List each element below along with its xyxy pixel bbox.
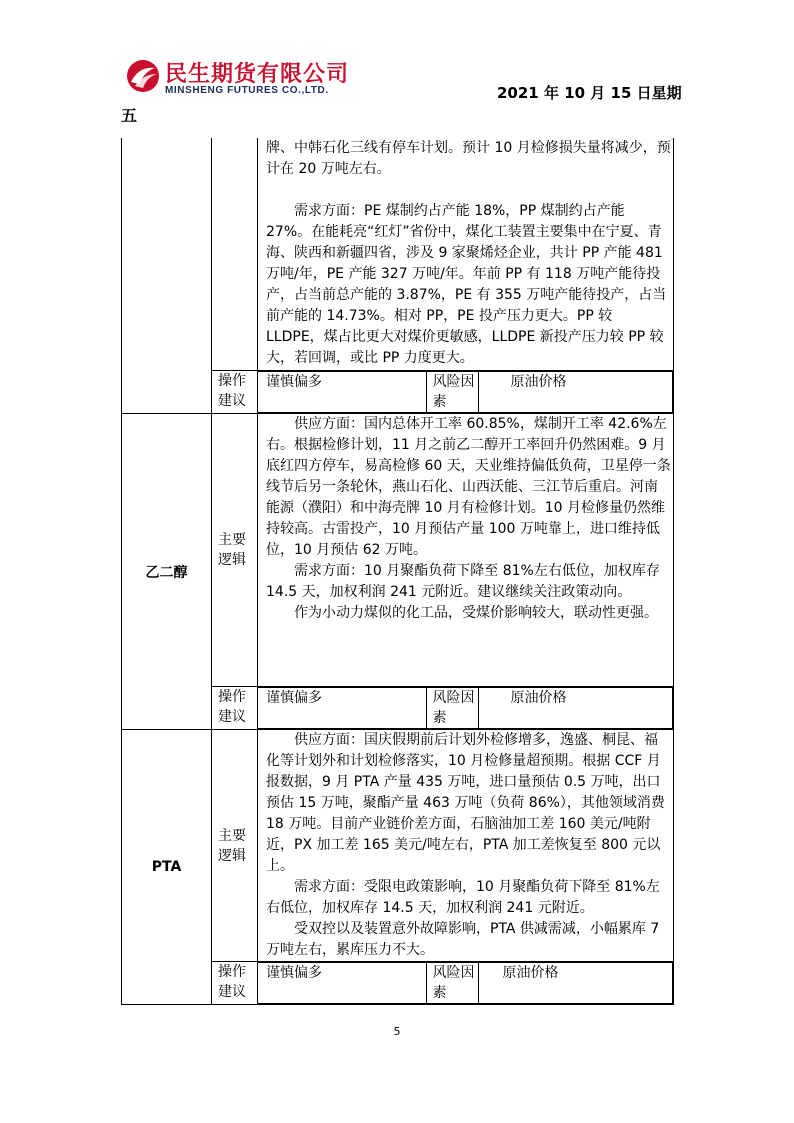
logic-paragraph: 牌、中韩石化三线有停车计划。预计 10 月检修损失量将减少，预计在 20 万吨左右。 — [266, 140, 671, 177]
logic-paragraph: 需求方面：10 月聚酯负荷下降至 81%左右低位，加权库存 14.5 天，加权利润 241 元附近。建议继续关注政策动向。 — [266, 563, 660, 600]
logic-paragraph: 受双控以及装置意外故障影响，PTA 供减需减，小幅累库 7 万吨左右，累库压力不大。 — [266, 921, 660, 958]
logic-paragraph: 供应方面：国内总体开工率 60.85%，煤制开工率 42.6%左右。根据检修计划，11 月之前乙二醇开工率回升仍然困难。9 月底红四方停车，易高检修 60 天，天业维持偏低负荷，卫星停一条线节后另一条轮休，燕山石化、山西沃能、三江节后重启。河南能源（濮阳）和中海壳牌 10 月有检修计划。10 月检修量仍然维持较高。古雷投产，10 月预估产量 100 万吨靠上，进口维持低位，10 月预估 62 万吨。 — [266, 416, 671, 558]
table-row — [122, 414, 674, 687]
risk-value: 原油价格 — [478, 372, 673, 413]
main-logic-label: 主要逻辑 — [212, 730, 258, 962]
main-logic-label — [212, 138, 258, 371]
report-date: 2021 年 10 月 15 日星期 — [497, 84, 682, 102]
risk-value: 原油价格 — [478, 963, 673, 1004]
logic-paragraph: 供应方面：国庆假期前后计划外检修增多，逸盛、桐昆、福化等计划外和计划检修落实，10 月检修量超预期。根据 CCF 月报数据，9 月 PTA 产量 435 万吨，进口量预估 0.5 万吨，出口预估 15 万吨，聚酯产量 463 万吨（负荷 86%），其他领域消费 18 万吨。目前产业链价差方面，石脑油加工差 160 美元/吨附近，PX 加工差 165 美元/吨左右，PTA 加工差恢复至 800 元以上。 — [266, 732, 665, 874]
logic-content — [258, 730, 674, 962]
operation-label: 操作建议 — [212, 687, 258, 730]
main-logic-label: 主要逻辑 — [212, 414, 258, 687]
analysis-table — [121, 138, 674, 1005]
company-name-cn: 民生期货有限公司 — [165, 62, 350, 87]
risk-label: 风险因素 — [426, 372, 478, 413]
operation-label: 操作建议 — [212, 371, 258, 414]
logic-paragraph: 需求方面：受限电政策影响，10 月聚酯负荷下降至 81%左右低位，加权库存 14.5 天，加权利润 241 元附近。 — [266, 879, 660, 916]
operation-cell — [258, 371, 674, 414]
product-cell: 乙二醇 — [122, 414, 212, 730]
page-number: 5 — [393, 1025, 401, 1038]
table-row — [122, 138, 674, 371]
operation-risk-row — [258, 687, 673, 729]
logic-paragraph-blank — [266, 180, 671, 201]
operation-value: 谨慎偏多 — [258, 688, 426, 729]
logic-content — [258, 414, 674, 687]
company-logo — [125, 58, 365, 102]
risk-value: 原油价格 — [478, 688, 673, 729]
risk-label: 风险因素 — [426, 688, 478, 729]
operation-cell — [258, 962, 674, 1005]
operation-value: 谨慎偏多 — [258, 372, 426, 413]
product-cell — [122, 138, 212, 414]
operation-value: 谨慎偏多 — [258, 963, 426, 1004]
table-row — [122, 730, 674, 962]
minsheng-logo-icon — [125, 58, 161, 94]
operation-risk-row — [258, 371, 673, 413]
logic-paragraph: 作为小动力煤似的化工品，受煤价影响较大，联动性更强。 — [294, 605, 658, 621]
logic-paragraph: 需求方面：PE 煤制约占产能 18%，PP 煤制约占产能 27%。在能耗亮“红灯”省份中，煤化工装置主要集中在宁夏、青海、陕西和新疆四省，涉及 9 家聚烯烃企业，共计 PP 产能 481 万吨/年，PE 产能 327 万吨/年。年前 PP 有 118 万吨产能待投产，占当前总产能的 3.87%，PE 有 355 万吨产能待投产，占当前产能的 14.73%。相对 PP，PE 投产压力更大。PP 较 LLDPE，煤占比更大对煤价更敏感，LLDPE 新投产压力较 PP 较大，若回调，或比 PP 力度更大。 — [266, 203, 667, 366]
risk-label: 风险因素 — [426, 963, 478, 1004]
operation-risk-row — [258, 962, 673, 1004]
operation-cell — [258, 687, 674, 730]
report-date-weekday: 五 — [121, 106, 138, 125]
product-cell: PTA — [122, 730, 212, 1005]
logic-content — [258, 138, 674, 371]
company-name-en: MINSHENG FUTURES CO.,LTD. — [165, 85, 329, 96]
operation-label: 操作建议 — [212, 962, 258, 1005]
